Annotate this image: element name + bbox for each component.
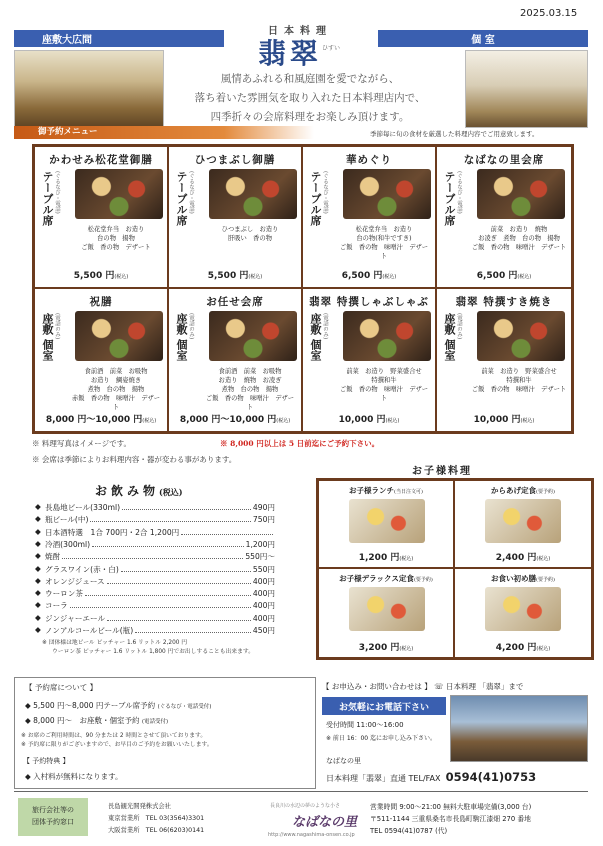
bullet-icon: ◆ <box>35 588 41 598</box>
dish-photo <box>209 311 297 361</box>
seat-type: テーブル席 <box>41 171 54 226</box>
seat-type: 座敷 個室 <box>443 313 456 361</box>
tax-note: (税込) <box>142 418 157 424</box>
brand-tagline: 長良川の水辺の夢のような小さ <box>270 803 341 809</box>
price-value: 8,000 円～10,000 円 <box>179 415 277 425</box>
drink-item <box>35 527 275 538</box>
intro-text <box>160 70 460 127</box>
menu-card-price <box>437 412 571 425</box>
menu-card-price <box>303 268 435 281</box>
business-hours: 営業時間 9:00～21:00 無料大駐車場完備(3,000 台) <box>370 803 532 811</box>
private-room-photo <box>465 50 588 128</box>
dish-photo <box>477 311 565 361</box>
kids-note: (要予約) <box>413 577 433 583</box>
tokyo-office: 東京営業所 TEL 03(3564)3301 <box>108 815 205 822</box>
reservation-method: (ぐるなび・電話受付) <box>157 704 212 710</box>
drink-price: 550円～ <box>245 552 275 562</box>
price-value: 6,500 円 <box>341 271 383 281</box>
price-value: 5,500 円 <box>73 271 115 281</box>
dotted-leader <box>90 514 250 522</box>
drink-item <box>35 625 275 636</box>
kids-name: からあげ定食 <box>491 486 537 495</box>
menu-card <box>303 289 437 431</box>
kids-card-title <box>319 485 453 496</box>
intro-line: 落ち着いた雰囲気を取り入れた日本料理店内で、 <box>194 92 426 104</box>
drink-name: 焼酎 <box>45 552 61 562</box>
footer-divider <box>14 791 588 792</box>
kids-card <box>319 569 455 657</box>
drink-name: ウーロン茶 <box>45 589 83 599</box>
price-value: 1,200 円 <box>358 553 400 563</box>
tax-note: (税込) <box>382 274 397 280</box>
company-name: 長島観光開発株式会社 <box>108 803 171 810</box>
reservation-benefit-heading: 【 予約特典 】 <box>23 757 70 765</box>
drink-name: グラスワイン(赤・白) <box>45 564 119 574</box>
seat-type: 座敷 個室 <box>175 313 188 361</box>
drink-name: 瓶ビール(中) <box>45 515 89 525</box>
note-line: ※ 予約席に限りがございますので、お早目のご予約をお願いいたします。 <box>21 742 213 748</box>
contact-restaurant: 日本料理 「翡翠」まで <box>445 682 524 691</box>
price-value: 4,200 円 <box>495 643 537 653</box>
deadline-note: ※ 前日 16：00 迄にお申し込み下さい。 <box>326 735 437 742</box>
large-hall-photo <box>14 50 164 128</box>
kids-card-title <box>455 573 591 584</box>
dotted-leader <box>181 527 273 535</box>
website-url[interactable]: http://www.nagashima-onsen.co.jp <box>268 832 355 838</box>
room-reservation <box>25 715 168 726</box>
drink-price: 400円 <box>252 589 275 599</box>
menu-card-title: 祝膳 <box>89 296 113 308</box>
seat-type: テーブル席 <box>443 171 456 226</box>
reservation-notes <box>21 732 213 750</box>
print-date: 2025.03.15 <box>520 8 578 19</box>
kids-name: お食い初め膳 <box>491 574 537 583</box>
price-value: 10,000 円 <box>473 415 521 425</box>
contact-heading <box>322 681 523 692</box>
menu-card <box>437 147 571 289</box>
kids-card-price <box>455 550 591 563</box>
bullet-icon: ◆ <box>35 514 41 524</box>
drink-item <box>35 576 275 587</box>
kids-card-title <box>455 485 591 496</box>
drink-price: 490円 <box>252 503 275 512</box>
menu-note: 季節毎に旬の食材を厳選した料理内容でご用意致します。 <box>370 130 539 138</box>
menu-card-price <box>437 268 571 281</box>
phone-icon: ☏ <box>434 682 444 691</box>
menu-card-description: 前菜 お造り 焼物 お凌ぎ 煮物 台の物 揚物 ご飯 香の物 味噌汁 デザート <box>471 226 567 251</box>
bullet-icon: ◆ <box>35 502 41 511</box>
reserve-method: (ぐるなび・電話) <box>456 171 462 214</box>
osaka-office: 大阪営業所 TEL 06(6203)0141 <box>108 827 205 834</box>
reservation-text: ◆ 8,000 円～ お座敷・個室予約 <box>25 716 140 725</box>
menu-card-price <box>169 268 301 281</box>
drink-item <box>35 502 275 513</box>
menu-card-description: 松花堂弁当 お造り 台の物 揚物 ご飯 香の物 デザート <box>81 226 151 251</box>
logo-subtitle: 日本料理 <box>268 26 332 37</box>
drink-name: オレンジジュース <box>45 576 105 586</box>
bullet-icon: ◆ <box>35 526 41 536</box>
dotted-leader <box>107 613 251 621</box>
menu-card <box>35 289 169 431</box>
kids-card <box>455 569 591 657</box>
kids-dish-photo <box>485 499 561 543</box>
drink-name: ジンジャーエール <box>45 613 106 623</box>
tax-note: (税込) <box>399 556 414 562</box>
drinks-footnote <box>42 639 254 657</box>
dotted-leader <box>70 600 251 608</box>
drink-price: 750円 <box>252 515 275 525</box>
menu-card-title: 華めぐり <box>346 154 392 166</box>
reserve-method: (ぐるなび・電話) <box>188 171 194 214</box>
drinks-title <box>95 482 183 499</box>
seat-type: テーブル席 <box>175 171 188 226</box>
kids-name: お子様デラックス定食 <box>339 574 414 583</box>
reserve-method: (電話のみ) <box>456 313 462 340</box>
dotted-leader <box>62 551 243 559</box>
drink-price: 400円 <box>252 576 275 586</box>
phone-number: 0594(41)0753 <box>445 770 537 784</box>
tax-note: (税込) <box>248 274 263 280</box>
dish-photo <box>209 169 297 219</box>
price-value: 3,200 円 <box>358 643 400 653</box>
kids-dish-photo <box>485 587 561 631</box>
menu-card-title: お任せ会席 <box>206 296 264 308</box>
kids-card-price <box>319 640 453 653</box>
drink-item <box>35 551 275 562</box>
tax-note: (税込) <box>520 418 535 424</box>
footnote-line: ※ 団体様は地ビール ピッチャー 1.6 リットル 2,200 円 <box>42 640 188 646</box>
menu-card-description: 食前酒 前菜 お吸物 お造り 焼物 お凌ぎ 煮物 台の物 揚物 ご飯 香の物 味噌汁 デザート <box>205 368 295 411</box>
drink-item <box>35 539 275 550</box>
dish-photo <box>75 311 163 361</box>
menu-card-description: 前菜 お造り 野菜盛合せ 特撰和牛 ご飯 香の物 味噌汁 デザート <box>339 368 429 402</box>
dish-photo <box>343 311 431 361</box>
bullet-icon: ◆ <box>35 551 41 561</box>
logo-reading: ひすい <box>322 45 341 52</box>
reserve-method: (電話のみ) <box>54 313 60 340</box>
kids-note: (要予約) <box>536 577 555 583</box>
kids-card <box>319 481 455 569</box>
menu-card-title: ひつまぶし御膳 <box>194 154 276 166</box>
drink-name: 冷酒(300ml) <box>45 539 91 549</box>
menu-card <box>35 147 169 289</box>
drink-item <box>35 564 275 575</box>
drink-item <box>35 600 275 611</box>
seat-type: 座敷 個室 <box>309 313 322 361</box>
drink-item <box>35 514 275 525</box>
contact-heading-text: 【 お申込み・お問い合わせは 】 <box>322 682 432 691</box>
kids-note: (当日注文可) <box>394 489 423 495</box>
drink-name: コーラ <box>45 601 68 611</box>
reserve-method: (電話のみ) <box>188 313 194 340</box>
dotted-leader <box>122 502 251 510</box>
bullet-icon: ◆ <box>35 612 41 622</box>
drinks-heading: お飲み物 <box>95 484 160 498</box>
kids-title: お子様料理 <box>412 466 472 477</box>
menu-card-price <box>35 412 167 425</box>
venue-name: なばなの里 <box>326 757 361 765</box>
dotted-leader <box>121 564 251 572</box>
drink-name: ノンアルコールビール(瓶) <box>45 626 134 635</box>
menu-card-title: なばなの里会席 <box>463 154 545 166</box>
menu-card <box>169 147 303 289</box>
drink-price: 400円 <box>252 601 275 611</box>
banner-private-room: 個 室 <box>378 30 588 47</box>
reservation-box <box>14 677 316 789</box>
badge-line: 団体予約窓口 <box>32 818 74 826</box>
kids-name: お子様ランチ <box>349 486 395 495</box>
kids-menu-grid <box>316 478 594 660</box>
main-phone: TEL 0594(41)0787 (代) <box>370 827 448 835</box>
intro-line: 四季折々の会席料理をお楽しみ頂けます。 <box>210 111 410 123</box>
tax-note: (税込) <box>517 274 532 280</box>
dotted-leader <box>107 576 251 584</box>
footnote-line: ウーロン茶 ピッチャー 1.6 リットル 1,800 円でお出しすることも出来ます。 <box>52 649 255 655</box>
price-value: 8,000 円～10,000 円 <box>45 415 143 425</box>
drink-price: 1,200円 <box>245 539 275 549</box>
price-value: 2,400 円 <box>495 553 537 563</box>
reception-hours: 受付時間 11:00～16:00 <box>326 721 404 729</box>
advance-booking-note: ※ 8,000 円以上は 5 日前迄にご予約下さい。 <box>220 439 380 448</box>
reserve-method: (ぐるなび・電話) <box>54 171 60 214</box>
drink-price: 550円 <box>252 564 275 574</box>
logo: 翡翠 <box>258 37 323 70</box>
menu-card-description: 食前酒 前菜 お吸物 お造り 鯛姿焼き 煮物 台の物 揚物 赤飯 香の物 味噌汁 デザート <box>71 368 161 411</box>
bullet-icon: ◆ <box>35 600 41 610</box>
reservation-text: ◆ 5,500 円～8,000 円テーブル席予約 <box>25 701 156 710</box>
seat-type: 座敷 個室 <box>41 313 54 361</box>
badge-line: 旅行会社等の <box>32 806 74 814</box>
seat-type: テーブル席 <box>309 171 322 226</box>
kids-note: (要予約) <box>536 489 555 495</box>
dotted-leader <box>135 625 251 633</box>
menu-card-price <box>169 412 301 425</box>
restaurant-building-photo <box>450 695 588 762</box>
menu-card-title: 翡翠 特撰しゃぶしゃぶ <box>309 296 429 308</box>
tax-note: (税込) <box>114 274 129 280</box>
tax-note: (税込) <box>385 418 400 424</box>
dish-photo <box>75 169 163 219</box>
price-value: 5,500 円 <box>207 271 249 281</box>
menu-section-title: 御予約メニュー <box>14 126 314 139</box>
reservation-heading: 【 予約席について 】 <box>25 683 98 692</box>
menu-card-description: 前菜 お造り 野菜盛合せ 特撰和牛 ご飯 香の物 味噌汁 デザート <box>471 368 567 393</box>
drink-item <box>35 613 275 624</box>
menu-card-description: ひつまぶし お造り 肝吸い 香の物 <box>221 226 279 242</box>
menu-card <box>303 147 437 289</box>
address: 〒511-1144 三重県桑名市長島町駒江漆畑 270 番地 <box>370 815 531 823</box>
group-booking-badge <box>18 798 88 836</box>
menu-card-price <box>303 412 435 425</box>
menu-card-title: かわせみ松花堂御膳 <box>49 154 153 166</box>
tax-note: (税込) <box>536 556 551 562</box>
reservation-benefit: ◆ 入村料が無料になります。 <box>25 772 123 781</box>
brand-logo: なばなの里 <box>292 815 358 830</box>
drink-price: 450円 <box>252 626 275 635</box>
menu-card <box>169 289 303 431</box>
dotted-leader <box>92 539 244 547</box>
reserve-method: (電話のみ) <box>322 313 328 340</box>
kids-card-price <box>455 640 591 653</box>
season-note: ※ 会席は季節によりお料理内容・器が変わる事があります。 <box>32 455 237 464</box>
banner-large-hall: 座敷大広間 <box>14 30 224 47</box>
kids-dish-photo <box>349 499 425 543</box>
kids-card-price <box>319 550 453 563</box>
note-line: ※ お席のご利用時間は、90 分または 2 時間とさせて頂いております。 <box>21 733 207 739</box>
tax-note: (税込) <box>536 646 551 652</box>
course-menu-grid <box>32 144 574 434</box>
kids-card <box>455 481 591 569</box>
table-reservation <box>25 700 211 711</box>
drink-name: 長島地ビール(330ml) <box>45 503 121 512</box>
price-value: 10,000 円 <box>338 415 386 425</box>
phone-label: 日本料理「翡翠」直通 TEL/FAX <box>326 774 441 783</box>
bullet-icon: ◆ <box>35 563 41 573</box>
bullet-icon: ◆ <box>35 538 41 548</box>
dish-photo <box>343 169 431 219</box>
reserve-method: (ぐるなび・電話) <box>322 171 328 214</box>
drink-item <box>35 588 275 599</box>
menu-card-price <box>35 268 167 281</box>
reservation-method: (電話受付) <box>141 719 169 725</box>
image-note: ※ 料理写真はイメージです。 <box>32 439 132 448</box>
kids-card-title <box>319 573 453 584</box>
menu-card-title: 翡翠 特撰すき焼き <box>455 296 553 308</box>
tax-note: (税込) <box>276 418 291 424</box>
direct-phone <box>326 770 536 784</box>
dotted-leader <box>85 588 251 596</box>
drink-name: 日本酒特選 1合 700円・2合 1,200円 <box>45 527 180 537</box>
dish-photo <box>477 169 565 219</box>
tax-note: (税込) <box>159 487 183 497</box>
bullet-icon: ◆ <box>35 625 41 634</box>
drink-price: 400円 <box>252 613 275 623</box>
price-value: 6,500 円 <box>476 271 518 281</box>
call-banner: お気軽にお電話下さい <box>322 697 446 715</box>
kids-dish-photo <box>349 587 425 631</box>
menu-card-description: 松花堂弁当 お造り 台の物(和牛ですき) ご飯 香の物 味噌汁 デザート <box>339 226 429 260</box>
tax-note: (税込) <box>399 646 414 652</box>
menu-card <box>437 289 571 431</box>
bullet-icon: ◆ <box>35 575 41 585</box>
intro-line: 風情あふれる和風庭園を愛でながら、 <box>220 73 400 85</box>
